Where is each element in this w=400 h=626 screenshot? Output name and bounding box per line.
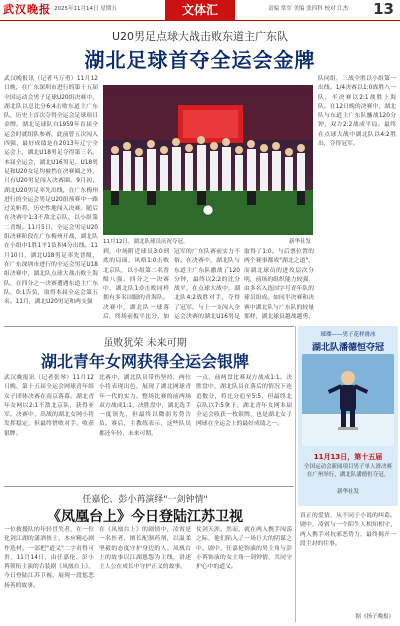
story3-column-1: 一位救援队的年轻冒失者，在一位化剑江湖的潇洒侠士，本应精心剧作选材。一部把"道义"二字看得可贵，11月14日，由任嘉伦、彭小苒领衔主演的古装剧《凤凰台上》，今日登陆江苏卫视，展现一段惩恶扬善的故事。 <box>4 527 94 589</box>
feature-kicker: 璀璨——男子花样滑冰 <box>320 332 376 338</box>
story1-column-1: 武汉晚报讯（记者马万勇）11月12日晚，在广东深圳市进行的第十五届全国运动会男子足球U20组决赛中，湖北队以总比分6:4击败东道主广东队，历史上首次夺得全运会足球项目金牌。湖北足球队自1959年首届全运会时就组队参赛，此前曾五次闯入四强，最好成绩是在2013年辽宁全运会上，湖北U18男足夺得第三名。本届全运会，湖北U16男足、U18男足和U20女足均被挡在决赛圈之外，只有U20男足闯入决赛圈。9月初，湖北U20男足率先出线，在广东梅州进行的全运会男足U20组预赛中一路过关斩将，历史性地闯入决赛。随后在决赛中1:3不敌北京队，以小组第二晋级。11月5日，全运会男足U20组决赛阶段在广东梅州开战，湖北队在小组中1胜1平1负积4分出线。11月10日，湖北U18男足率先晋级，在广东深圳市进行的全运会男足U18组决赛中，湖北队点球大战击败上海队，在四分之一决赛遭遇东道主广东队，0:1告负，取得本届全运会第五名。11月，湖北U20男足和两支强 <box>4 76 98 306</box>
story2-column-2: 比赛中，湖北队员带伤坚持，两位小将表现出色，展现了湖北网球青年一代的实力。整场比赛的前两场双方战成1:1，决胜盘中，湖北选手一度领先，但最终以微弱劣势告负。赛后，主教练表示，这些队员都还年轻，未来可期。 <box>99 375 191 437</box>
sidebar-feature-box <box>298 326 398 506</box>
story1-column-4: 冠军的广东队赛前实力不俗。在决赛中，湖北队与东道主广东队激战了120分钟，最终以2:2的比分战平。在点球大战中，湖北队4:2战胜对手，夺得了冠军。与上一支闯入全运会决赛的湖北U16男足 <box>174 249 240 321</box>
feature-credit: 新华社发 <box>336 489 359 495</box>
feature-text: 全国运动会新闻项目男子单人滑决赛在广州举行，湖北队潘德恒夺冠。 <box>304 464 393 479</box>
story1-column-5: 取得了1:0。与后票位置的两个赛事都成"湖北之道"，而湖北球员的进攻层次分明，前场的组织能力较强，由多名入选国字号青年队的球员组成。如同半决赛和决赛中湖北队与广东队的较量那样，湖北球员越战越勇， <box>244 249 314 321</box>
divider <box>4 326 294 327</box>
story3-column-3: 仗剑天涯。然而，就在两人携手闯荡之际，他们陷入了一场巨大的阴谋之中。剧中，任嘉伦饰演的男主角与彭小苒饰演的女主角一剑钟情，共同守护心中的道义。 <box>196 527 292 571</box>
footer-credit: 据《扬子晚报》 <box>355 614 394 620</box>
page-header <box>0 0 400 21</box>
story1-photo-caption <box>103 237 313 245</box>
newspaper-logo: 武汉晚报 <box>3 3 51 16</box>
photo-credit: 新华社发 <box>288 239 311 245</box>
story2-headline: 湖北青年女网获得全运会银牌 <box>40 352 249 371</box>
story3-column-4: 真正的爱情，从不同于小说的纠葛。剧中，凌霄与一个陌生人相知相守，两人携手对抗邪恶势力，最终揭开一段尘封的往事。 <box>300 513 396 547</box>
story2-subtitle: 虽败犹荣 未来可期 <box>103 338 187 349</box>
divider <box>4 486 294 487</box>
column-divider <box>295 326 296 622</box>
caption-text: 11月12日，湖北队球员庆祝夺冠。 <box>103 239 189 245</box>
story3-subtitle: 任嘉伦、彭小苒演绎"一剑钟情" <box>82 495 208 505</box>
story3-headline: 《凤凰台上》今日登陆江苏卫视 <box>47 509 243 525</box>
story2-column-1: 武汉晚报讯（记者张琴）11月12日晚，第十五届全运会网球青年组女子团体决赛在南京落幕。湖北青年女网以2:1不敌北京队，获得亚军。决赛中，出战的湖北女网小将发挥稳定，但最终惜败对手，收获银牌。 <box>4 375 94 437</box>
story1-column-2: 队同组，三战全胜以小组第一出线。1/4决赛以1:0战胜八一队，半决赛以2:1战胜上海队。在12日晚的决赛中，湖北队与东道主广东队鏖战120分钟，双方2:2战成平局。最终在点球大战中湖北队以4:2胜出，夺得冠军。 <box>318 76 396 148</box>
story2-column-3: 一点，前两盘比赛双方战成1:1。决胜盘中，湖北队员在落后的情况下连追数分，将比分追至5:5，但最终北京队以7:5拿下。湖北青年女网本届全运会收获一枚银牌，也是湖北女子网球在全运会上的最好成绩之一。 <box>196 375 292 428</box>
page-number: 13 <box>373 0 394 18</box>
editors-line: 责编 常军 美编 张四科 校对 江杰 <box>268 6 349 12</box>
story1-subtitle: U20男足点球大战击败东道主广东队 <box>111 30 289 43</box>
feature-date: 11月13日，第十五届 <box>313 453 383 461</box>
feature-heading: 湖北队潘德恒夺冠 <box>311 343 384 353</box>
feature-photo <box>302 354 394 446</box>
story1-column-3: 到，中场附近球员3:0到底的局面，风格1:0击败北京队，以小组第二名晋级八强。四分之一决赛中，湖北队1:0击败同样拥有多名国脚的青海队。决赛中，湖北队一球落后，终场前扳平比分，加 <box>103 249 169 321</box>
story1-headline: 湖北足球首夺全运会金牌 <box>84 48 316 72</box>
story3-column-2: 在《凤凰台上》的剧情中，凌霄是一名医者，擅长配制药剂，以温柔坚毅的态度守护身边的人。凤凰台上的故事以江湖恩怨为主线，讲述主人公在成长中守护正义的故事。 <box>99 527 191 571</box>
issue-date: 2025年11月14日 星期五 <box>54 6 117 12</box>
story1-photo <box>103 85 313 235</box>
section-title: 文体汇 <box>165 0 235 20</box>
